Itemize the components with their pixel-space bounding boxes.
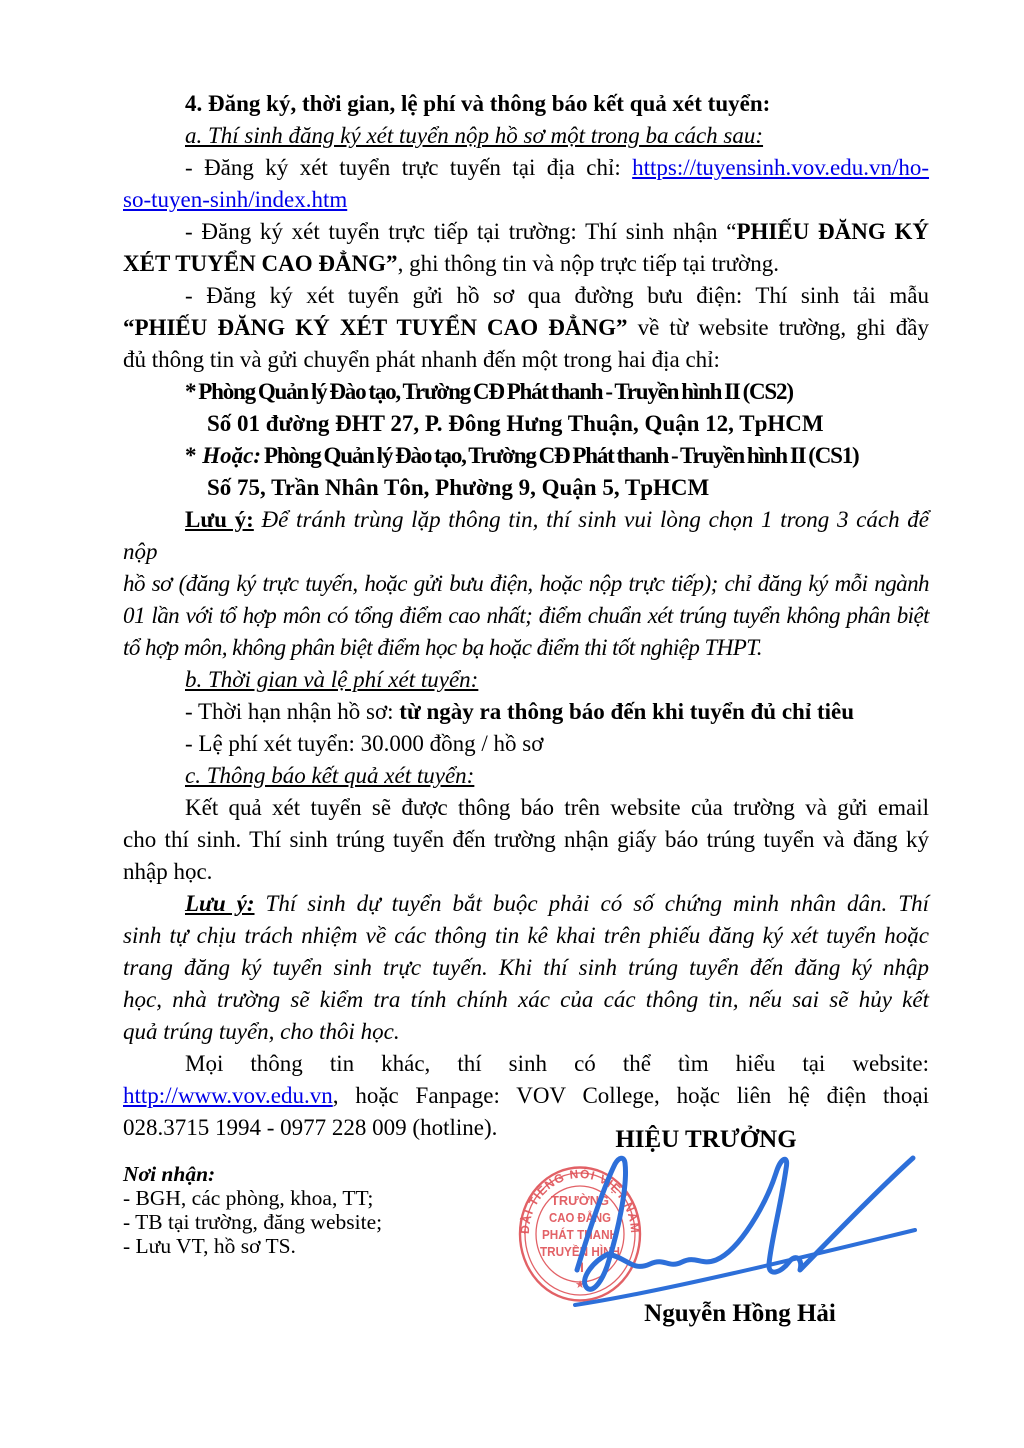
text-line [123,632,929,664]
text-line [123,152,929,184]
text-run: cho thí sinh. Thí sinh trúng tuyển đến trường nhận giấy báo trúng tuyển và đăng ký [123,827,929,852]
text-line [123,664,929,696]
star-icon: ★ [575,1279,585,1291]
text-run: “PHIẾU ĐĂNG KÝ XÉT TUYỂN CAO ĐẲNG” [123,315,628,340]
text-run: , ghi thông tin và nộp trực tiếp tại trường. [397,251,779,276]
text-run: trang đăng ký tuyển sinh trực tuyến. Khi thí sinh trúng tuyển đến đăng ký nhập [123,955,929,980]
text-run: sinh tự chịu trách nhiệm về các thông tin kê khai trên phiếu đăng ký xét tuyển hoặc [123,923,929,948]
text-run: , hoặc Fanpage: VOV College, hoặc liên hệ điện thoại [332,1083,929,1108]
text-line [123,920,929,952]
stamp-line: TRƯỜNG [551,1194,608,1208]
text-run: - Lệ phí xét tuyển: 30.000 đồng / hồ sơ [185,731,544,756]
text-run: đủ thông tin và gửi chuyển phát nhanh đến một trong hai địa chỉ: [123,347,720,372]
text-run: PHIẾU ĐĂNG KÝ [736,219,930,244]
text-run: Phòng Quản lý Đào tạo, Trường CĐ Phát thanh - Truyền hình II (CS1) [261,443,859,468]
text-run: 01 lần với tổ hợp môn có tổng điểm cao nhất; điểm chuẩn xét trúng tuyển không phân biệt [123,603,929,628]
recipient-item: - BGH, các phòng, khoa, TT; [123,1186,374,1210]
text-line [123,696,929,728]
text-line [123,504,929,568]
text-run: hồ sơ (đăng ký trực tuyến, hoặc gửi bưu điện, hoặc nộp trực tiếp); chỉ đăng ký mỗi ngành [123,571,929,596]
text-run: Hoặc: [202,443,262,468]
stamp-line: II [576,1259,584,1275]
text-line [123,408,929,440]
text-line [123,344,929,376]
text-line [123,312,929,344]
text-run: a. Thí sinh đăng ký xét tuyển nộp hồ sơ một trong ba cách sau: [185,123,764,148]
text-line [123,888,929,920]
text-run: về từ website trường, ghi đầy [627,315,929,340]
text-line [123,376,929,408]
recipients-block [123,1162,453,1258]
stamp-line: PHÁT THANH [542,1228,624,1242]
text-line [123,1016,929,1048]
text-line [123,440,929,472]
handwritten-signature [540,1142,930,1322]
hyperlink[interactable]: so-tuyen-sinh/index.htm [123,187,348,212]
text-run: Thí sinh dự tuyển bắt buộc phải có số chứng minh nhân dân. Thí [254,891,929,916]
text-line [123,952,929,984]
text-line [123,792,929,824]
text-line [123,120,929,152]
text-run: 4. Đăng ký, thời gian, lệ phí và thông báo kết quả xét tuyển: [185,91,771,116]
text-line [123,472,929,504]
text-line [123,728,929,760]
text-line [123,984,929,1016]
signer-role-title: HIỆU TRƯỞNG [615,1126,797,1153]
recipient-item: - Lưu VT, hồ sơ TS. [123,1234,296,1258]
text-run: * Phòng Quản lý Đào tạo, Trường CĐ Phát thanh - Truyền hình II (CS2) [185,379,793,404]
text-run: tổ hợp môn, không phân biệt điểm học bạ hoặc điểm thi tốt nghiệp THPT. [123,635,763,660]
hyperlink[interactable]: https://tuyensinh.vov.edu.vn/ho- [632,155,929,180]
text-line [123,1080,929,1112]
text-run: c. Thông báo kết quả xét tuyển: [185,763,475,788]
text-line [123,184,929,216]
text-run: - Đăng ký xét tuyển trực tiếp tại trường: Thí sinh nhận “ [185,219,737,244]
text-run: - Thời hạn nhận hồ sơ: [185,699,400,724]
text-line [123,216,929,248]
text-run: - Đăng ký xét tuyển gửi hồ sơ qua đường bưu điện: Thí sinh tải mẫu [185,283,929,308]
text-run: 028.3715 1994 - 0977 228 009 (hotline). [123,1115,498,1140]
text-line [123,824,929,856]
text-run: Lưu ý: [185,891,255,916]
recipients-heading: Nơi nhận: [123,1162,216,1186]
text-line [123,1048,929,1080]
text-line [123,856,929,888]
text-line [123,280,929,312]
stamp-ring-text: ĐÀI TIẾNG NÓI VIỆT NAM [518,1166,643,1235]
document-body [123,88,929,1144]
text-run: Để tránh trùng lặp thông tin, thí sinh vui lòng chọn 1 trong 3 cách để nộp [123,507,929,564]
text-run: * [185,443,203,468]
hyperlink[interactable]: http://www.vov.edu.vn [123,1083,333,1108]
text-run: học, nhà trường sẽ kiểm tra tính chính xác của các thông tin, nếu sai sẽ hủy kết [123,987,929,1012]
signer-name: Nguyễn Hồng Hải [644,1300,836,1327]
text-run: Mọi thông tin khác, thí sinh có thể tìm hiểu tại website: [185,1051,929,1076]
text-line [123,248,929,280]
text-run: nhập học. [123,859,213,884]
text-run: - Đăng ký xét tuyển trực tuyến tại địa chỉ: [185,155,633,180]
text-line [123,600,929,632]
text-line [123,568,929,600]
text-run: từ ngày ra thông báo đến khi tuyển đủ chỉ tiêu [399,699,855,724]
text-run: Số 01 đường ĐHT 27, P. Đông Hưng Thuận, Quận 12, TpHCM [207,411,824,436]
text-line [123,760,929,792]
text-line [123,88,929,120]
text-run: Số 75, Trần Nhân Tôn, Phường 9, Quận 5, TpHCM [207,475,710,500]
recipient-item: - TB tại trường, đăng website; [123,1210,383,1234]
text-run: Kết quả xét tuyển sẽ được thông báo trên website của trường và gửi email [185,795,929,820]
text-run: b. Thời gian và lệ phí xét tuyển: [185,667,479,692]
text-run: quả trúng tuyển, cho thôi học. [123,1019,400,1044]
text-run: Lưu ý: [185,507,254,532]
stamp-line: TRUYỀN HÌNH [540,1245,626,1259]
stamp-line: CAO ĐẲNG [549,1211,618,1225]
text-run: XÉT TUYỂN CAO ĐẲNG” [123,251,398,276]
